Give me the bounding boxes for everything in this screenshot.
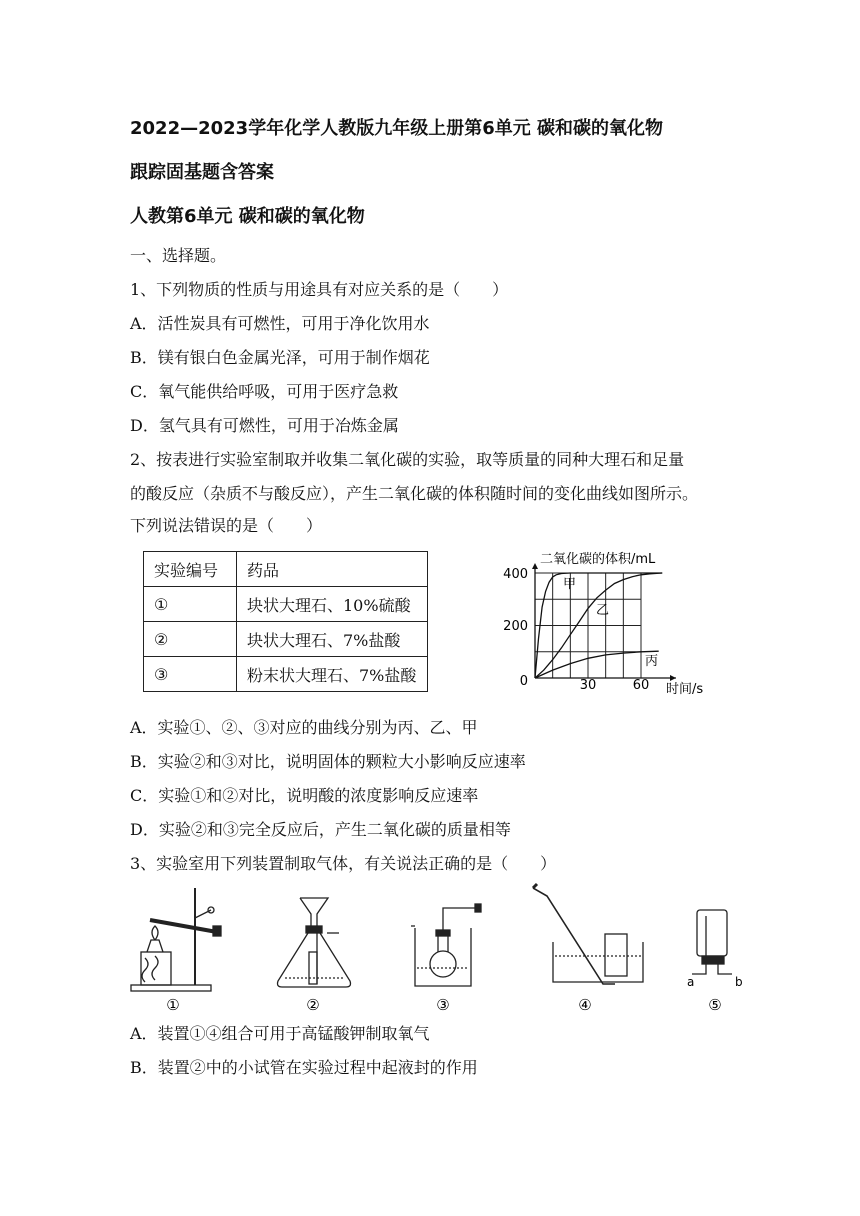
q3-option-b: B．装置②中的小试管在实验过程中起液封的作用	[130, 1058, 478, 1077]
x-axis-arrow	[670, 675, 676, 681]
q3-stem: 3、实验室用下列装置制取气体，有关说法正确的是（ ）	[130, 854, 557, 873]
apparatus-label: ③	[436, 996, 450, 1014]
table-row	[144, 622, 428, 657]
q1-option-c: C．氧气能供给呼吸，可用于医疗急救	[130, 382, 399, 401]
q1-option-d: D．氢气具有可燃性，可用于冶炼金属	[130, 416, 399, 435]
q1-option-a: A．活性炭具有可燃性，可用于净化饮用水	[130, 314, 430, 333]
y-tick-label: 400	[503, 567, 528, 582]
port-label-a: a	[687, 975, 695, 989]
y-tick-label: 200	[503, 619, 528, 634]
q2-option-a: A．实验①、②、③对应的曲线分别为丙、乙、甲	[130, 718, 478, 737]
q3-option-a: A．装置①④组合可用于高锰酸钾制取氧气	[130, 1024, 430, 1043]
y-axis-arrow	[532, 563, 538, 569]
apparatus-1-heating-setup	[131, 888, 221, 991]
document-title-line-2: 跟踪固基题含答案	[130, 162, 274, 183]
q2-option-d: D．实验②和③完全反应后，产生二氧化碳的质量相等	[130, 820, 511, 839]
document-title-line-1: 2022—2023学年化学人教版九年级上册第6单元 碳和碳的氧化物	[130, 118, 663, 139]
apparatus-2-flask-with-funnel	[278, 898, 351, 987]
table-row	[144, 587, 428, 622]
apparatus-label: ⑤	[708, 996, 722, 1014]
apparatus-figure	[125, 880, 745, 1015]
apparatus-label: ②	[306, 996, 320, 1014]
table-header-cell: 药品	[237, 552, 428, 587]
q2-option-c: C．实验①和②对比，说明酸的浓度影响反应速率	[130, 786, 479, 805]
q2-stem-line-1: 2、按表进行实验室制取并收集二氧化碳的实验，取等质量的同种大理石和足量	[130, 450, 685, 469]
section-heading: 一、选择题。	[130, 246, 227, 265]
q2-option-b: B．实验②和③对比，说明固体的颗粒大小影响反应速率	[130, 752, 526, 771]
x-tick-label: 60	[632, 678, 650, 693]
q2-stem-line-2: 的酸反应（杂质不与酸反应），产生二氧化碳的体积随时间的变化曲线如图所示。	[130, 484, 699, 503]
x-tick-label: 0	[519, 674, 528, 689]
apparatus-3-beaker-setup	[411, 904, 481, 986]
table-cell: 粉末状大理石、7%盐酸	[237, 657, 428, 692]
x-axis-label: 时间/s	[666, 682, 704, 697]
series-line-3	[535, 651, 659, 678]
table-header-row	[144, 552, 428, 587]
port-label-b: b	[735, 975, 743, 989]
table-row	[144, 657, 428, 692]
co2-volume-chart	[500, 545, 720, 700]
series-label-bing: 丙	[645, 654, 659, 669]
table-cell: ①	[144, 587, 237, 622]
series-label-yi: 乙	[596, 603, 610, 618]
q2-stem-line-3: 下列说法错误的是（ ）	[130, 516, 323, 535]
apparatus-label: ④	[578, 996, 592, 1014]
table-cell: 块状大理石、10%硫酸	[237, 587, 428, 622]
table-cell: 块状大理石、7%盐酸	[237, 622, 428, 657]
q1-stem: 1、下列物质的性质与用途具有对应关系的是（ ）	[130, 280, 509, 299]
experiment-table	[143, 551, 428, 692]
unit-heading: 人教第6单元 碳和碳的氧化物	[130, 206, 365, 227]
x-tick-label: 30	[579, 678, 597, 693]
table-cell: ③	[144, 657, 237, 692]
apparatus-4-water-trough	[533, 884, 643, 984]
table-cell: ②	[144, 622, 237, 657]
series-label-jia: 甲	[563, 577, 577, 592]
q1-option-b: B．镁有银白色金属光泽，可用于制作烟花	[130, 348, 430, 367]
apparatus-5-gas-jar	[692, 910, 732, 974]
apparatus-label: ①	[166, 996, 180, 1014]
y-axis-label: 二氧化碳的体积/mL	[540, 552, 656, 567]
table-header-cell: 实验编号	[144, 552, 237, 587]
